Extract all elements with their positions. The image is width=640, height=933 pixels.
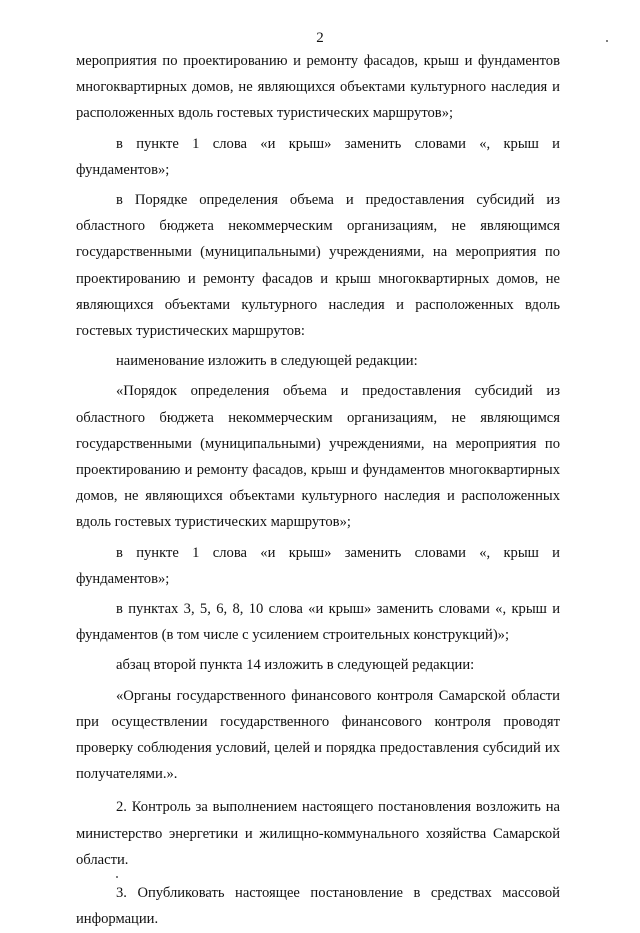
document-body <box>76 48 560 933</box>
paragraph-control-bodies: «Органы государственного финансового контроля Самарской области при осуществлении государственного финансового контроля проводят проверку соблюдения условий, целей и порядка предоставления субсидий их получателями.». <box>76 687 560 783</box>
paragraph-item-1-amendment: в пункте 1 слова «и крыш» заменить словами «, крыш и фундаментов»; <box>76 135 560 178</box>
paragraph-continuation: мероприятия по проектированию и ремонту фасадов, крыш и фундаментов многоквартирных домов, не являющихся объектами культурного наследия и расположенных вдоль гостевых туристических маршрутов»; <box>76 53 560 122</box>
paragraph-procedure-intro: в Порядке определения объема и предоставления субсидий из областного бюджета некоммерческим организациям, не являющимся государственными (муниципальными) учреждениями, на мероприятия по проектированию и ремонту фасадов и крыш многоквартирных домов, не являющихся объектами культурного наследия и расположенных вдоль гостевых туристических маршрутов: <box>76 192 560 340</box>
paragraph-items-amendment: в пунктах 3, 5, 6, 8, 10 слова «и крыш» заменить словами «, крыш и фундаментов (в том числе с усилением строительных конструкций)»; <box>76 601 560 644</box>
scan-speck <box>606 40 608 42</box>
paragraph-title-instruction: наименование изложить в следующей редакции: <box>116 353 418 370</box>
page-number: 2 <box>316 30 324 46</box>
paragraph-control-assignment: 2. Контроль за выполнением настоящего постановления возложить на министерство энергетики и жилищно-коммунального хозяйства Самарской области. <box>76 799 560 868</box>
paragraph-publication: 3. Опубликовать настоящее постановление в средствах массовой информации. <box>76 885 560 928</box>
paragraph-item-14-instruction: абзац второй пункта 14 изложить в следующей редакции: <box>116 657 475 674</box>
paragraph-new-title: «Порядок определения объема и предоставления субсидий из областного бюджета некоммерческим организациям, не являющимся государственными (муниципальными) учреждениями, на мероприятия по проектированию и ремонту фасадов, крыш и фундаментов многоквартирных домов, не являющихся объектами культурного наследия и расположенных вдоль гостевых туристических маршрутов»; <box>76 383 560 531</box>
paragraph-item-1-amendment-second: в пункте 1 слова «и крыш» заменить словами «, крыш и фундаментов»; <box>76 544 560 587</box>
